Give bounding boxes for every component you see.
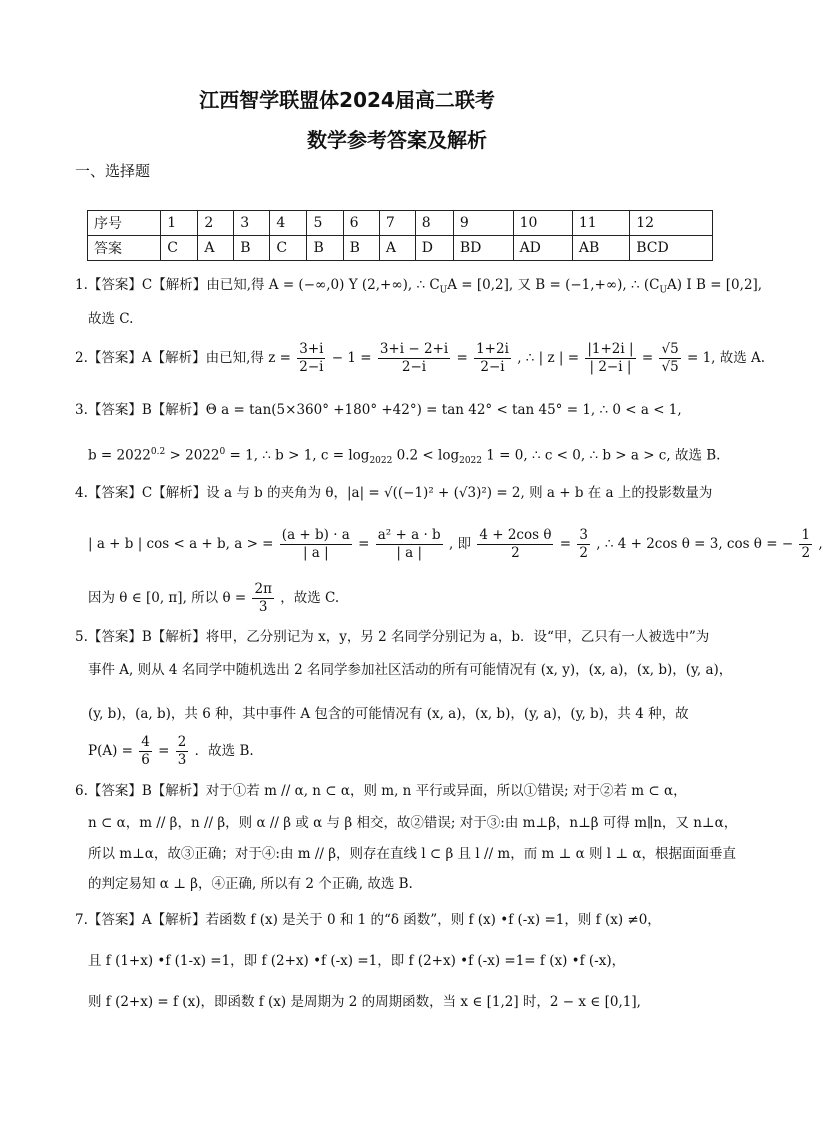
document-title: 江西智学联盟体2024届高二联考	[199, 88, 495, 112]
solution-6-line-2: n ⊂ α，m // β，n // β，则 α // β 或 α 与 β 相交，故②错误; 对于③:由 m⊥β，n⊥β 可得 m∥n，又 n⊥α，	[88, 815, 738, 831]
table-cell-answer: B	[343, 236, 379, 261]
solution-5-line-4: P(A) = $\frac{4}{6}$ = $\frac{2}{3}$ ．故选 B.	[88, 734, 254, 768]
table-cell-number: 6	[343, 211, 379, 236]
table-cell-number: 11	[572, 211, 629, 236]
answer-table	[87, 210, 713, 261]
section-heading: 一、选择题	[75, 162, 151, 180]
table-cell-number: 9	[453, 211, 513, 236]
solution-6-line-1: 6.【答案】B【解析】对于①若 m // α, n ⊂ α，则 m, n 平行或异面，所以①错误; 对于②若 m ⊂ α，	[75, 783, 687, 799]
solution-4-line-2: | a + b | cos < a + b, a > = $\frac{(a + b) \cdot a}{| a |}$ = $\frac{\text{a² + a · b}}{| a |}$ , 即 $\frac{\text{4 + 2cos θ}}{2}$ = $\frac{3}{2}$ , ∴ 4 + 2cos θ = 3, cos θ = − $\frac{1}{2}$ ,	[88, 527, 823, 561]
solution-6-line-3: 所以 m⊥α，故③正确；对于④:由 m // β，则存在直线 l ⊂ β 且 l // m，而 m ⊥ α 则 l ⊥ α，根据面面垂直	[88, 846, 736, 862]
table-cell-answer: B	[307, 236, 343, 261]
solution-1-line-1: 1.【答案】C【解析】由已知,得 A = (−∞,0) Y (2,+∞), ∴ $C_UA = [0,2]$, 又 B = (−1,+∞), ∴ $(C_UA)$ I B = [0,2],	[75, 277, 763, 296]
table-cell-number: 3	[234, 211, 270, 236]
table-cell-number: 8	[415, 211, 453, 236]
solution-7-line-1: 7.【答案】A【解析】若函数 f (x) 是关于 0 和 1 的“δ 函数”，则 f (x) •f (-x) =1，则 f (x) ≠0，	[75, 912, 661, 928]
table-cell-answer: D	[415, 236, 453, 261]
solution-3-line-2: $b = 2022^{0.2} > 2022^0 = 1$, ∴ b > 1, $c = \log_{2022} 0.2 < \log_{2022} 1 = 0$, ∴ c < 0, ∴ b > a > c, 故选 B.	[88, 447, 721, 467]
table-cell-number: 12	[630, 211, 713, 236]
table-cell-answer: A	[198, 236, 234, 261]
table-cell-answer: C	[270, 236, 307, 261]
table-row-numbers	[88, 211, 713, 236]
solution-7-line-3: 则 f (2+x) = f (x)，即函数 f (x) 是周期为 2 的周期函数，当 x ∈ [1,2] 时，2 − x ∈ [0,1],	[88, 994, 641, 1010]
table-cell-answer: AD	[513, 236, 572, 261]
table-cell-answer: A	[379, 236, 415, 261]
solution-5-line-1: 5.【答案】B【解析】将甲，乙分别记为 x，y，另 2 名同学分别记为 a，b．设“甲，乙只有一人被选中”为	[75, 629, 710, 645]
table-cell-number: 1	[161, 211, 198, 236]
table-cell-number: 2	[198, 211, 234, 236]
table-cell-number: 10	[513, 211, 572, 236]
table-cell-number: 4	[270, 211, 307, 236]
table-cell-number: 7	[379, 211, 415, 236]
solution-3-line-1: 3.【答案】B【解析】Θ a = tan(5×360° +180° +42°) = tan 42° < tan 45° = 1, ∴ 0 < a < 1,	[75, 402, 682, 418]
table-cell-answer: BD	[453, 236, 513, 261]
table-cell-number: 5	[307, 211, 343, 236]
solution-4-line-3: 因为 θ ∈ [0, π], 所以 θ = $\frac{2\pi}{3}$ ，故选 C.	[88, 581, 340, 615]
solution-4-line-1: 4.【答案】C【解析】设 a 与 b 的夹角为 θ，|a| = √((−1)² + (√3)²) = 2, 则 a + b 在 a 上的投影数量为	[75, 485, 713, 501]
solution-5-line-2: 事件 A, 则从 4 名同学中随机选出 2 名同学参加社区活动的所有可能情况有 (x, y)，(x, a)，(x, b)，(y, a)，	[88, 662, 733, 678]
table-row-answers	[88, 236, 713, 261]
table-cell-answer: AB	[572, 236, 629, 261]
table-cell-label: 答案	[88, 236, 161, 261]
solution-2: 2.【答案】A【解析】由已知,得 z = $\frac{3+i}{2-i}$ − 1 = $\frac{3+i - 2+i}{2-i}$ = $\frac{1+2i}{2-i}$ , ∴ | z | = $\frac{|1+2i |}{| 2-i |}$ = $\frac{√5}{√5}$ = 1, 故选 A.	[75, 341, 766, 375]
solution-1-line-2: 故选 C.	[88, 311, 134, 327]
document-subtitle: 数学参考答案及解析	[307, 128, 487, 152]
solution-7-line-2: 且 f (1+x) •f (1-x) =1，即 f (2+x) •f (-x) =1，即 f (2+x) •f (-x) =1= f (x) •f (-x)，	[88, 953, 626, 969]
table-cell-answer: BCD	[630, 236, 713, 261]
table-cell-answer: C	[161, 236, 198, 261]
table-cell-answer: B	[234, 236, 270, 261]
solution-5-line-3: (y, b)，(a, b)，共 6 种，其中事件 A 包含的可能情况有 (x, a)，(x, b)，(y, a)，(y, b)，共 4 种，故	[88, 706, 689, 722]
solution-6-line-4: 的判定易知 α ⊥ β，④正确, 所以有 2 个正确, 故选 B.	[88, 876, 413, 892]
table-cell-label: 序号	[88, 211, 161, 236]
